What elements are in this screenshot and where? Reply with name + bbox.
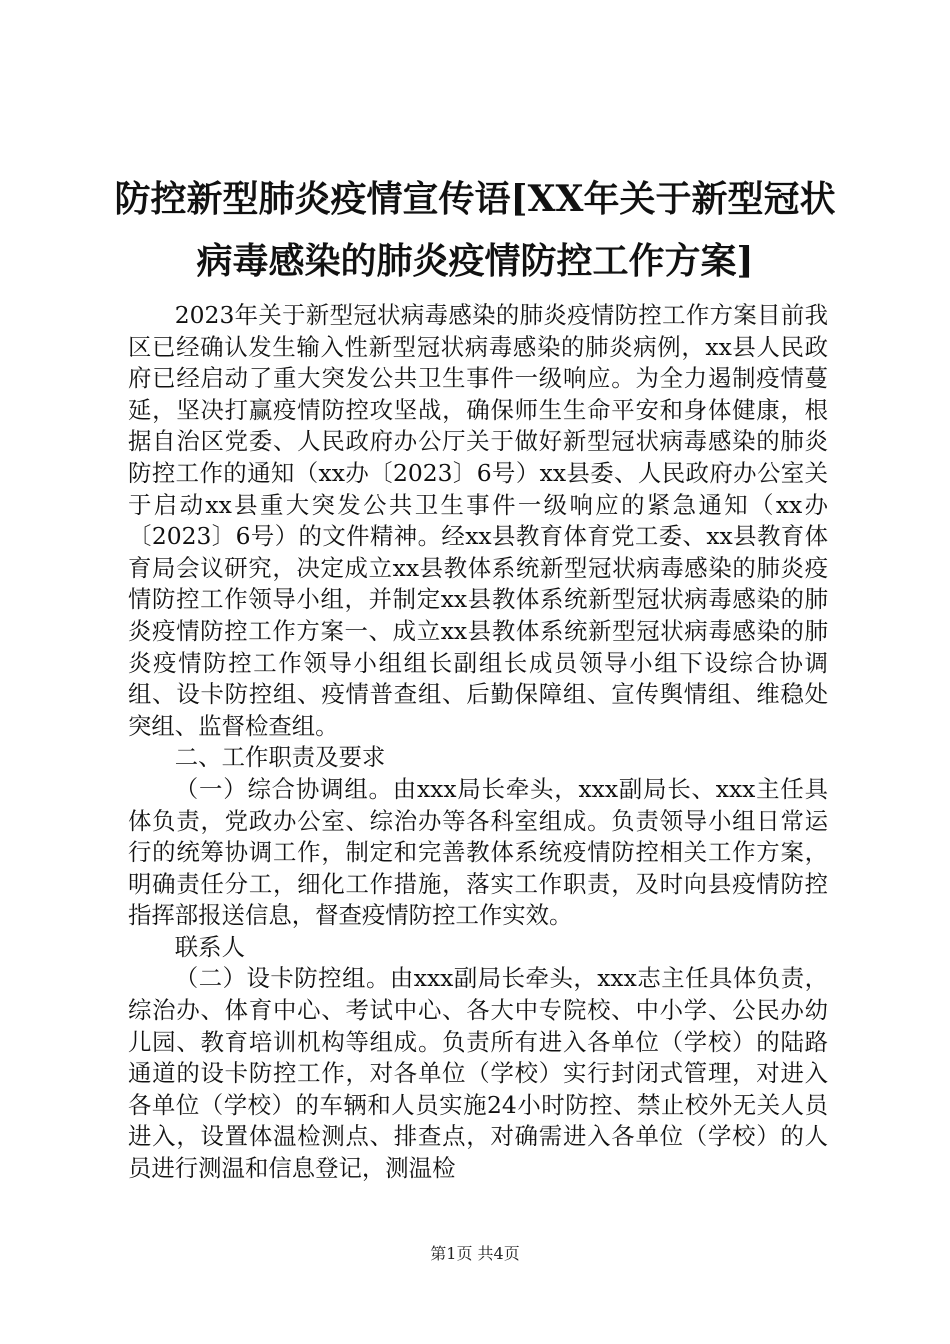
document-title	[100, 168, 850, 292]
paragraph-intro: 2023年关于新型冠状病毒感染的肺炎疫情防控工作方案目前我区已经确认发生输入性新型冠状病毒感染的肺炎病例，xx县人民政府已经启动了重大突发公共卫生事件一级响应。为全力遏制疫情蔓延，坚决打赢疫情防控攻坚战，确保师生生命平安和身体健康，根据自治区党委、人民政府办公厅关于做好新型冠状病毒感染的肺炎防控工作的通知（xx办〔2023〕6号）xx县委、人民政府办公室关于启动xx县重大突发公共卫生事件一级响应的紧急通知（xx办〔2023〕6号）的文件精神。经xx县教育体育党工委、xx县教育体育局会议研究，决定成立xx县教体系统新型冠状病毒感染的肺炎疫情防控工作领导小组，并制定xx县教体系统新型冠状病毒感染的肺炎疫情防控工作方案一、成立xx县教体系统新型冠状病毒感染的肺炎疫情防控工作领导小组组长副组长成员领导小组下设综合协调组、设卡防控组、疫情普查组、后勤保障组、宣传舆情组、维稳处突组、监督检查组。	[128, 301, 828, 740]
paragraph-checkpoint-group: （二）设卡防控组。由xxx副局长牵头，xxx志主任具体负责，综治办、体育中心、考试中心、各大中专院校、中小学、公民办幼儿园、教育培训机构等组成。负责所有进入各单位（学校）的陆路通道的设卡防控工作，对各单位（学校）实行封闭式管理，对进入各单位（学校）的车辆和人员实施24小时防控、禁止校外无关人员进入，设置体温检测点、排查点，对确需进入各单位（学校）的人员进行测温和信息登记，测温检	[128, 964, 828, 1183]
title-line-2: 病毒感染的肺炎疫情防控工作方案]	[196, 240, 754, 282]
paragraph-coordination-group: （一）综合协调组。由xxx局长牵头，xxx副局长、xxx主任具体负责，党政办公室、综治办等各科室组成。负责领导小组日常运行的统筹协调工作，制定和完善教体系统疫情防控相关工作方案，明确责任分工，细化工作措施，落实工作职责，及时向县疫情防控指挥部报送信息，督查疫情防控工作实效。	[128, 774, 828, 930]
section-heading-duties: 二、工作职责及要求	[174, 743, 386, 772]
page-footer: 第1页 共4页	[430, 1244, 520, 1263]
paragraph-contact-person: 联系人	[174, 932, 245, 961]
title-line-1: 防控新型肺炎疫情宣传语[XX年关于新型冠状	[114, 178, 836, 220]
document-body	[128, 300, 828, 1185]
